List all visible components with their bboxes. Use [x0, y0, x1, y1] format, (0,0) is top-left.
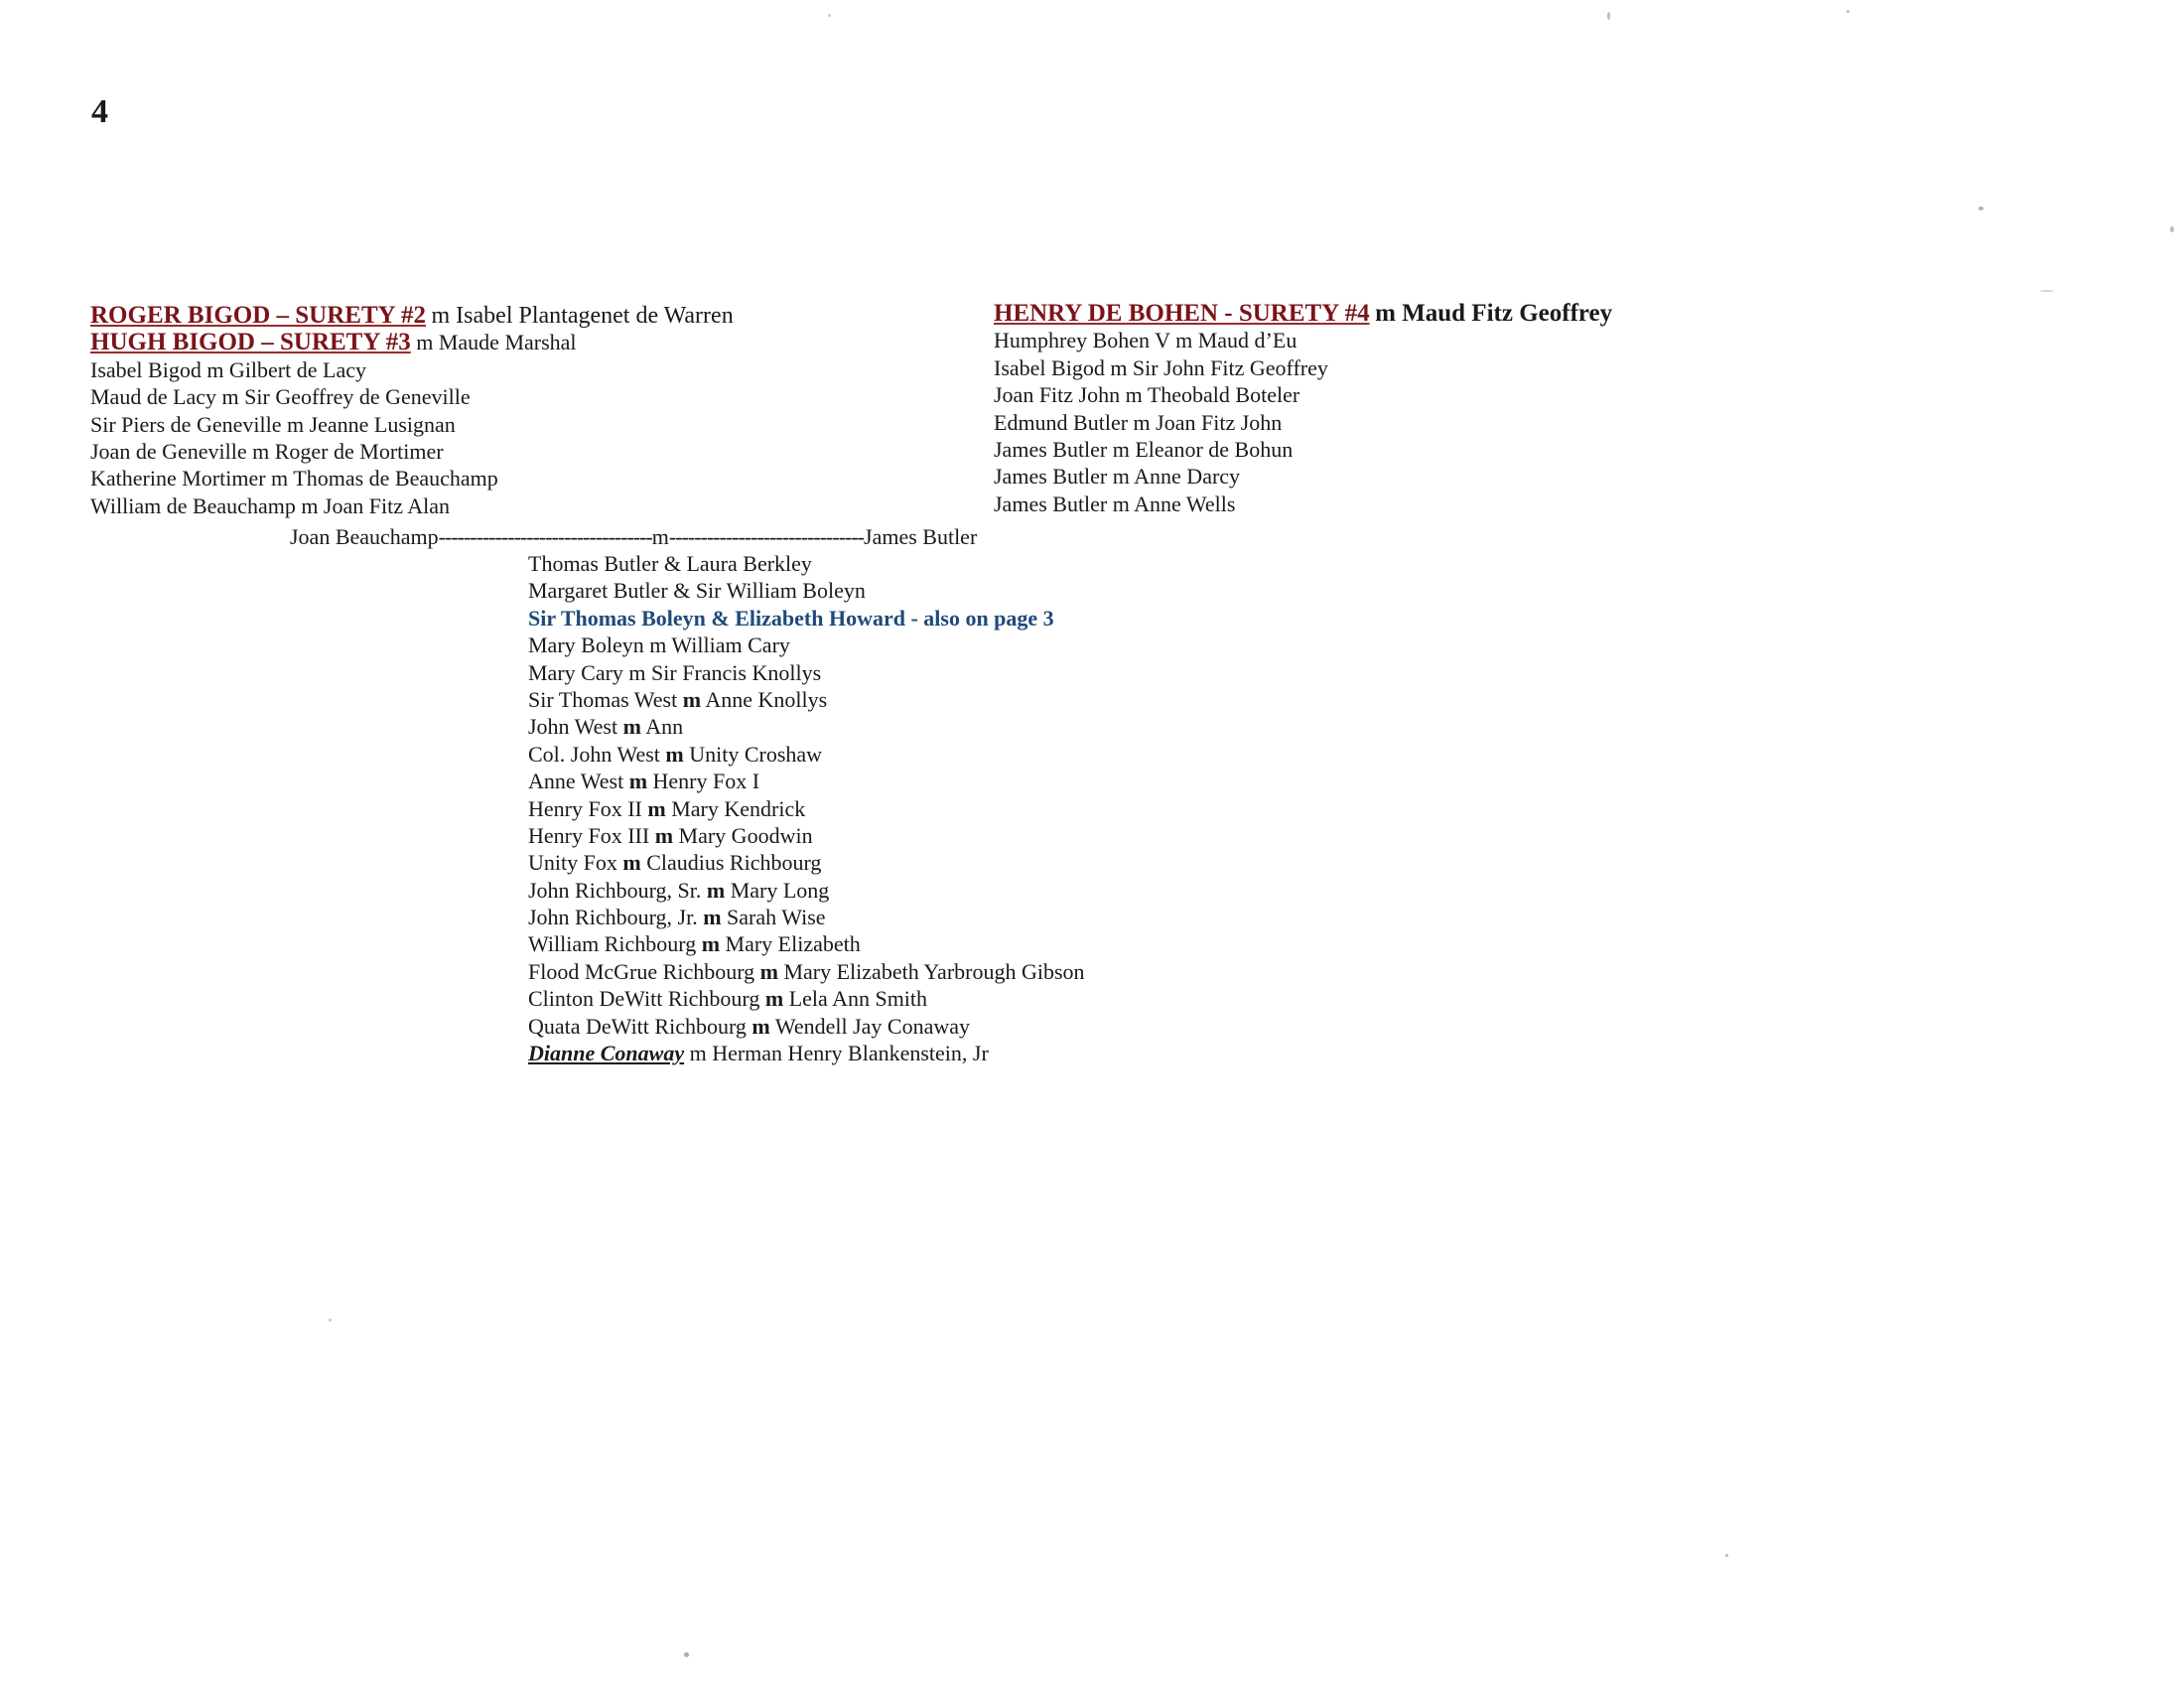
lineage-line: Edmund Butler m Joan Fitz John [994, 409, 1283, 435]
lineage-line: Sir Piers de Geneville m Jeanne Lusignan [90, 411, 456, 437]
lineage-line: Margaret Butler & Sir William Boleyn [528, 578, 866, 604]
surety-3-spouse: m Maude Marshal [416, 330, 577, 355]
person-name: Quata DeWitt Richbourg [528, 1013, 752, 1039]
lineage-line [528, 904, 1085, 930]
marriage-marker: m [622, 714, 641, 740]
marriage-marker: m [703, 905, 722, 930]
lineage-line: Mary Boleyn m William Cary [528, 633, 790, 658]
marriage-marker: m [647, 795, 666, 821]
descendant-spouse: m Herman Henry Blankenstein, Jr [684, 1041, 989, 1066]
person-name: Flood McGrue Richbourg [528, 958, 755, 984]
marriage-marker: m [701, 931, 721, 957]
lineage-line: James Butler m Anne Wells [994, 491, 1236, 516]
scan-speck [1979, 207, 1983, 211]
union-dashes-right: ------------------------------- [668, 524, 865, 549]
lineage-line [528, 713, 1085, 740]
person-name: Anne West [528, 769, 624, 794]
lineage-line [528, 686, 1085, 713]
marriage-marker: m [628, 769, 648, 794]
person-name: Henry Fox III [528, 822, 650, 848]
lineage-line: James Butler m Anne Darcy [994, 464, 1241, 490]
lineage-line: Isabel Bigod m Sir John Fitz Geoffrey [994, 354, 1328, 380]
person-name: John Richbourg, Jr. [528, 905, 698, 930]
cross-reference-line: Sir Thomas Boleyn & Elizabeth Howard - also on page 3 [528, 605, 1054, 631]
person-name: William Richbourg [528, 931, 697, 957]
lineage-line: Thomas Butler & Laura Berkley [528, 551, 812, 576]
person-name: Henry Fox II [528, 795, 642, 821]
spouse-name: Unity Croshaw [689, 741, 823, 767]
surety-2-name: ROGER BIGOD – SURETY #2 [90, 302, 427, 329]
lineage-line: William de Beauchamp m Joan Fitz Alan [90, 492, 451, 518]
lineage-line: Isabel Bigod m Gilbert de Lacy [90, 356, 366, 382]
surety-3-line [90, 329, 734, 355]
lineage-line: Humphrey Bohen V m Maud d’Eu [994, 328, 1297, 353]
union-left-name: Joan Beauchamp [290, 524, 439, 549]
marriage-marker: m [764, 986, 784, 1012]
marriage-marker: m [654, 822, 674, 848]
person-name: John West [528, 714, 618, 740]
lineage-line [528, 877, 1085, 904]
spouse-name: Lela Ann Smith [788, 986, 928, 1012]
spouse-name: Sarah Wise [727, 905, 826, 930]
scan-speck [2040, 290, 2054, 292]
lineage-line [528, 930, 1085, 957]
lineage-line: James Butler m Eleanor de Bohun [994, 436, 1294, 462]
marriage-marker: m [682, 686, 702, 712]
person-name: Unity Fox [528, 850, 617, 876]
lineage-line [528, 958, 1085, 985]
marriage-marker: m [706, 877, 726, 903]
bigod-lineage-column [90, 302, 734, 519]
lineage-line: Joan Fitz John m Theobald Boteler [994, 382, 1300, 408]
scan-speck [1725, 1554, 1728, 1557]
descendant-lineage-column [528, 550, 1085, 1066]
union-line [290, 523, 977, 550]
surety-2-spouse: m Isabel Plantagenet de Warren [431, 303, 734, 329]
spouse-name: Anne Knollys [705, 686, 828, 712]
surety-4-name: HENRY DE BOHEN - SURETY #4 [994, 300, 1370, 327]
lineage-line: Joan de Geneville m Roger de Mortimer [90, 438, 444, 464]
marriage-marker: m [751, 1013, 770, 1039]
spouse-name: Claudius Richbourg [646, 850, 822, 876]
spouse-name: Mary Kendrick [671, 795, 806, 821]
lineage-line [528, 849, 1085, 876]
scan-speck [1607, 12, 1610, 20]
page-number: 4 [91, 93, 108, 130]
union-marriage-marker: m [651, 524, 669, 549]
lineage-line [528, 985, 1085, 1012]
marriage-marker: m [665, 741, 684, 767]
lineage-line [528, 741, 1085, 768]
union-dashes-left: ---------------------------------- [438, 524, 652, 549]
spouse-name: Mary Long [730, 877, 830, 903]
descendant-name: Dianne Conaway [528, 1041, 685, 1066]
person-name: John Richbourg, Sr. [528, 877, 702, 903]
spouse-name: Mary Goodwin [678, 822, 813, 848]
marriage-marker: m [759, 958, 778, 984]
lineage-line [528, 795, 1085, 822]
spouse-name: Mary Elizabeth Yarbrough Gibson [783, 958, 1085, 984]
surety-4-spouse: m Maud Fitz Geoffrey [1375, 300, 1613, 327]
spouse-name: Wendell Jay Conaway [774, 1013, 971, 1039]
lineage-line: Katherine Mortimer m Thomas de Beauchamp [90, 466, 498, 492]
lineage-line [528, 1013, 1085, 1040]
scan-speck [1846, 10, 1849, 13]
scan-speck [329, 1319, 332, 1322]
final-descendant-line [528, 1040, 1085, 1066]
lineage-line [528, 822, 1085, 849]
spouse-name: Henry Fox I [652, 769, 760, 794]
bohen-lineage-column [994, 300, 1612, 517]
scan-speck [684, 1652, 689, 1657]
union-right-name: James Butler [864, 524, 978, 549]
lineage-line [528, 768, 1085, 794]
scan-speck [828, 14, 831, 17]
person-name: Col. John West [528, 741, 660, 767]
spouse-name: Ann [645, 714, 684, 740]
scan-speck [2170, 226, 2174, 232]
marriage-marker: m [622, 850, 641, 876]
surety-2-line [90, 302, 734, 329]
person-name: Sir Thomas West [528, 686, 678, 712]
lineage-line: Mary Cary m Sir Francis Knollys [528, 659, 822, 685]
lineage-line: Maud de Lacy m Sir Geoffrey de Geneville [90, 384, 471, 410]
surety-3-name: HUGH BIGOD – SURETY #3 [90, 329, 411, 356]
surety-4-line [994, 300, 1612, 327]
spouse-name: Mary Elizabeth [725, 931, 861, 957]
person-name: Clinton DeWitt Richbourg [528, 986, 760, 1012]
